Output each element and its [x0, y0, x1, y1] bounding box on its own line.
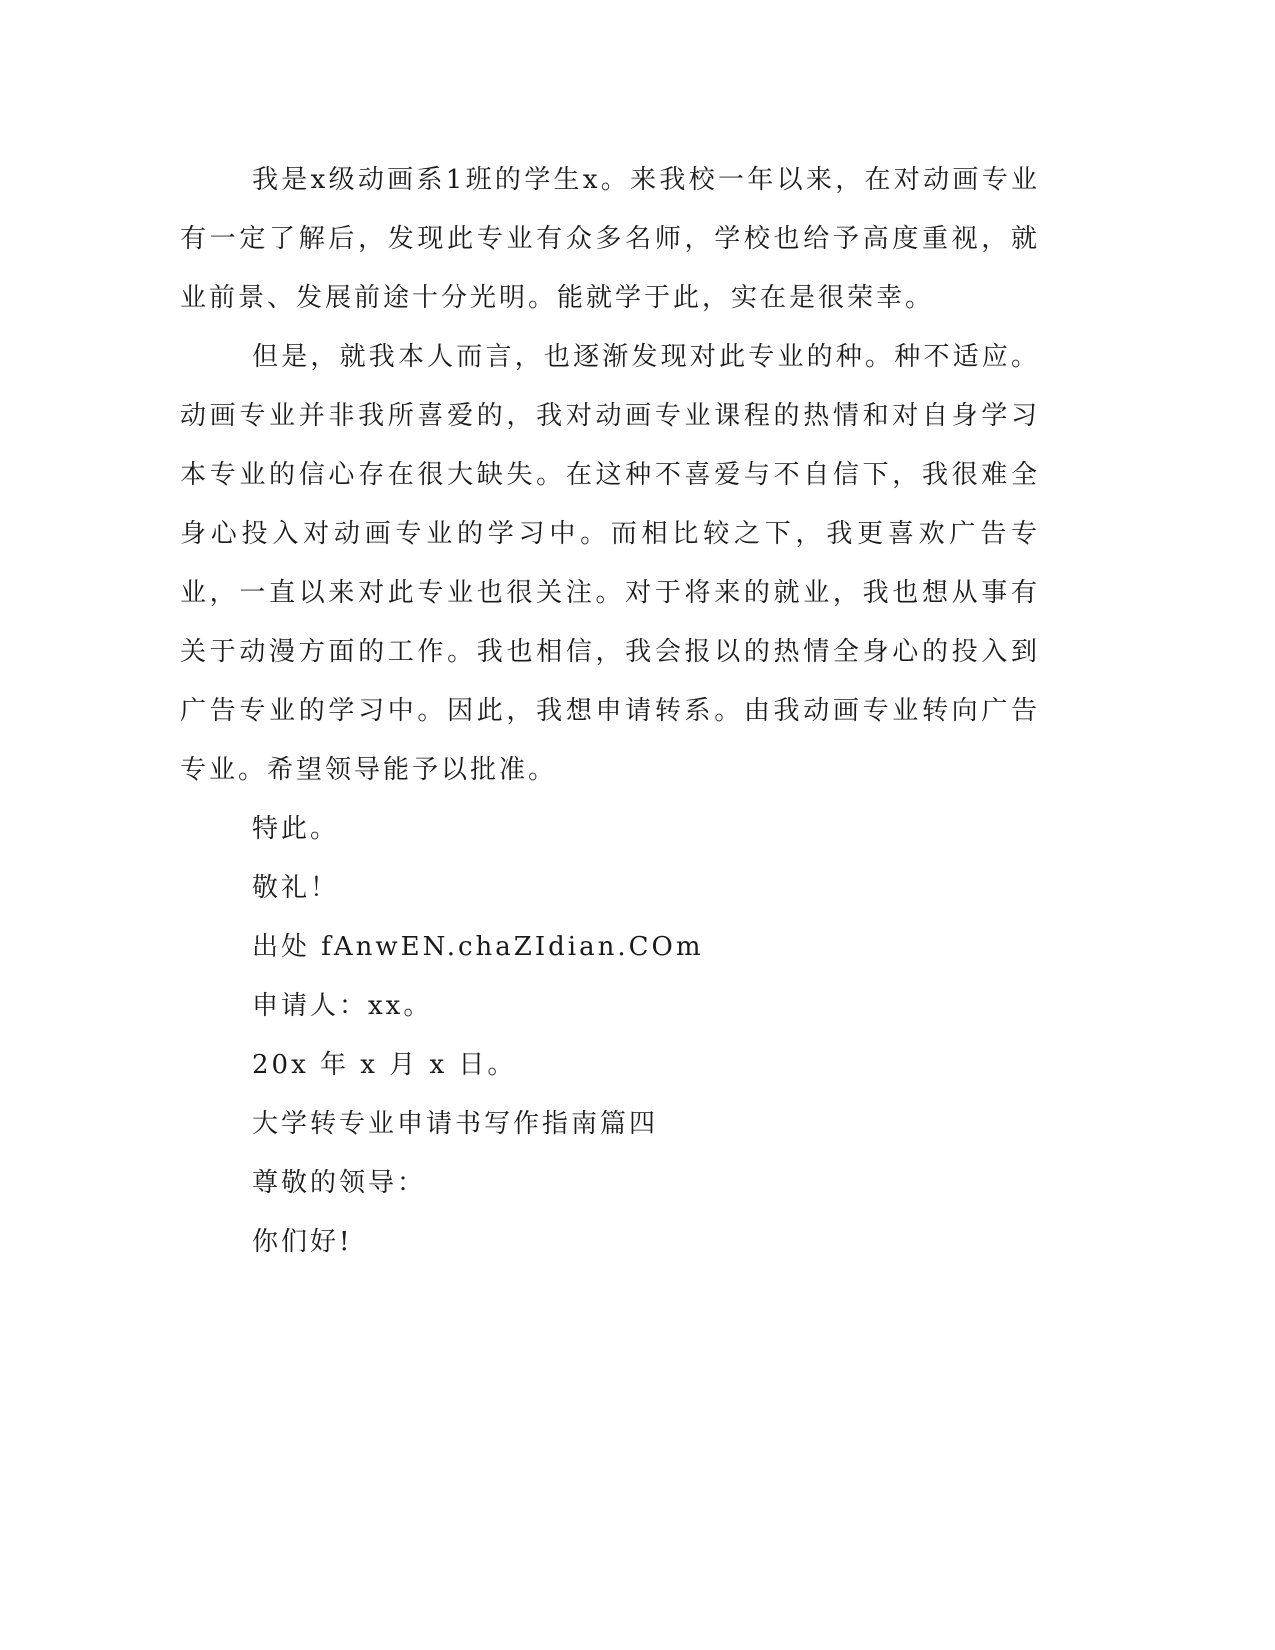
section-title: 大学转专业申请书写作指南篇四: [252, 1109, 659, 1139]
document-body: [180, 151, 1040, 1272]
source-line: 出处 fAnwEN.chaZIdian.COm: [252, 932, 704, 962]
paragraph-reason: 但是，就我本人而言，也逐渐发现对此专业的种。种不适应。动画专业并非我所喜爱的，我对动画专业课程的热情和对自身学习本专业的信心存在很大缺失。在这种不喜爱与不自信下，我很难全身心投入对动画专业的学习中。而相比较之下，我更喜欢广告专业，一直以来对此专业也很关注。对于将来的就业，我也想从事有关于动漫方面的工作。我也相信，我会报以的热情全身心的投入到广告专业的学习中。因此，我想申请转系。由我动画专业转向广告专业。希望领导能予以批准。: [180, 342, 1040, 785]
paragraph-intro: 我是x级动画系1班的学生x。来我校一年以来，在对动画专业有一定了解后，发现此专业有众多名师，学校也给予高度重视，就业前景、发展前途十分光明。能就学于此，实在是很荣幸。: [180, 165, 1040, 313]
closing-line: 特此。: [252, 814, 340, 844]
hello-line: 你们好!: [252, 1227, 353, 1257]
salute-line: 敬礼！: [252, 873, 340, 903]
applicant-line: 申请人：xx。: [252, 991, 433, 1021]
date-line: 20x 年 x 月 x 日。: [252, 1050, 517, 1080]
greeting-line: 尊敬的领导：: [252, 1168, 427, 1198]
